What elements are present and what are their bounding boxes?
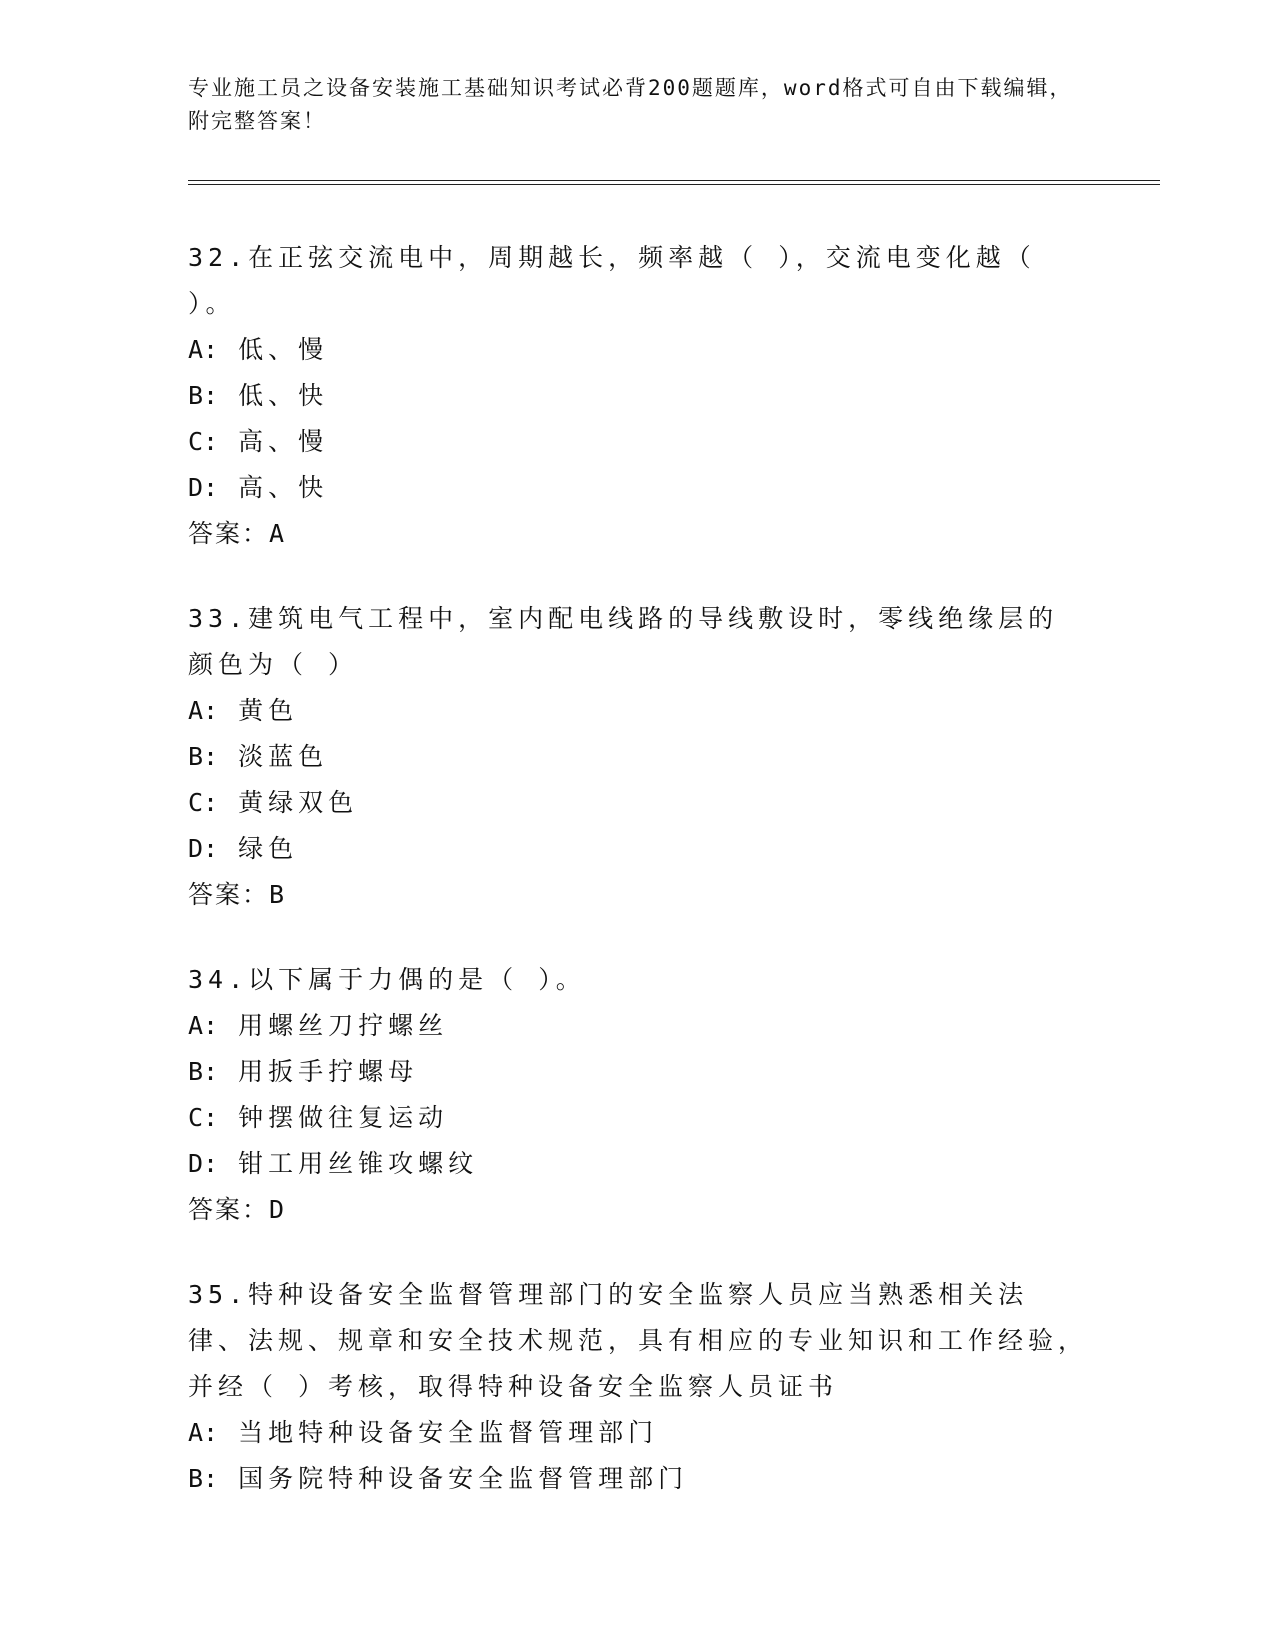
option-letter: A:	[188, 1011, 219, 1040]
answer: 答案：A	[188, 519, 287, 548]
option-text: 用螺丝刀拧螺丝	[238, 1011, 449, 1040]
option-text: 高、慢	[238, 427, 329, 456]
question-stem	[188, 957, 1088, 1003]
option-d	[188, 826, 1088, 872]
option-text: 当地特种设备安全监督管理部门	[238, 1418, 659, 1447]
option-letter: C:	[188, 1103, 219, 1132]
option-text: 钳工用丝锥攻螺纹	[238, 1149, 479, 1178]
option-text: 用扳手拧螺母	[238, 1057, 419, 1086]
document-title: 专业施工员之设备安装施工基础知识考试必背200题题库，word格式可自由下载编辑，附完整答案！	[188, 76, 1073, 133]
option-text: 低、慢	[238, 335, 329, 364]
option-b	[188, 1456, 1088, 1502]
option-text: 黄绿双色	[238, 788, 359, 817]
option-text: 淡蓝色	[238, 742, 329, 771]
option-c	[188, 780, 1088, 826]
option-letter: C:	[188, 788, 219, 817]
option-c	[188, 1095, 1088, 1141]
header-rule-bottom	[188, 184, 1160, 185]
answer: 答案：D	[188, 1195, 287, 1224]
question-text: 在正弦交流电中，周期越长，频率越（ ），交流电变化越（ ）。	[188, 243, 1036, 318]
question-32	[188, 235, 1088, 557]
question-stem	[188, 1272, 1088, 1410]
option-text: 绿色	[238, 834, 299, 863]
question-number: 33.	[188, 604, 249, 633]
option-text: 钟摆做往复运动	[238, 1103, 449, 1132]
option-a	[188, 688, 1088, 734]
option-letter: B:	[188, 381, 219, 410]
option-letter: A:	[188, 696, 219, 725]
option-a	[188, 1410, 1088, 1456]
answer: 答案：B	[188, 880, 287, 909]
question-stem	[188, 235, 1088, 327]
option-letter: D:	[188, 473, 219, 502]
option-letter: D:	[188, 1149, 219, 1178]
option-letter: B:	[188, 1464, 219, 1493]
option-letter: D:	[188, 834, 219, 863]
question-text: 建筑电气工程中，室内配电线路的导线敷设时，零线绝缘层的颜色为（ ）	[188, 604, 1059, 679]
question-list	[188, 235, 1088, 1541]
option-letter: B:	[188, 1057, 219, 1086]
option-letter: C:	[188, 427, 219, 456]
option-letter: B:	[188, 742, 219, 771]
question-number: 35.	[188, 1280, 249, 1309]
option-letter: A:	[188, 335, 219, 364]
option-c	[188, 419, 1088, 465]
option-a	[188, 327, 1088, 373]
question-35	[188, 1272, 1088, 1502]
option-text: 高、快	[238, 473, 329, 502]
option-d	[188, 1141, 1088, 1187]
question-34	[188, 957, 1088, 1233]
question-text: 以下属于力偶的是（ ）。	[248, 965, 586, 994]
question-number: 34.	[188, 965, 249, 994]
question-stem	[188, 596, 1088, 688]
question-text: 特种设备安全监督管理部门的安全监察人员应当熟悉相关法律、法规、规章和安全技术规范，具有相应的专业知识和工作经验，并经（ ）考核，取得特种设备安全监察人员证书	[188, 1280, 1089, 1401]
option-letter: A:	[188, 1418, 219, 1447]
option-b	[188, 373, 1088, 419]
option-b	[188, 1049, 1088, 1095]
document-header	[188, 72, 1088, 138]
option-b	[188, 734, 1088, 780]
option-text: 国务院特种设备安全监督管理部门	[238, 1464, 689, 1493]
option-a	[188, 1003, 1088, 1049]
option-text: 低、快	[238, 381, 329, 410]
question-33	[188, 596, 1088, 918]
option-d	[188, 465, 1088, 511]
option-text: 黄色	[238, 696, 299, 725]
question-number: 32.	[188, 243, 249, 272]
header-rule-top	[188, 180, 1160, 181]
